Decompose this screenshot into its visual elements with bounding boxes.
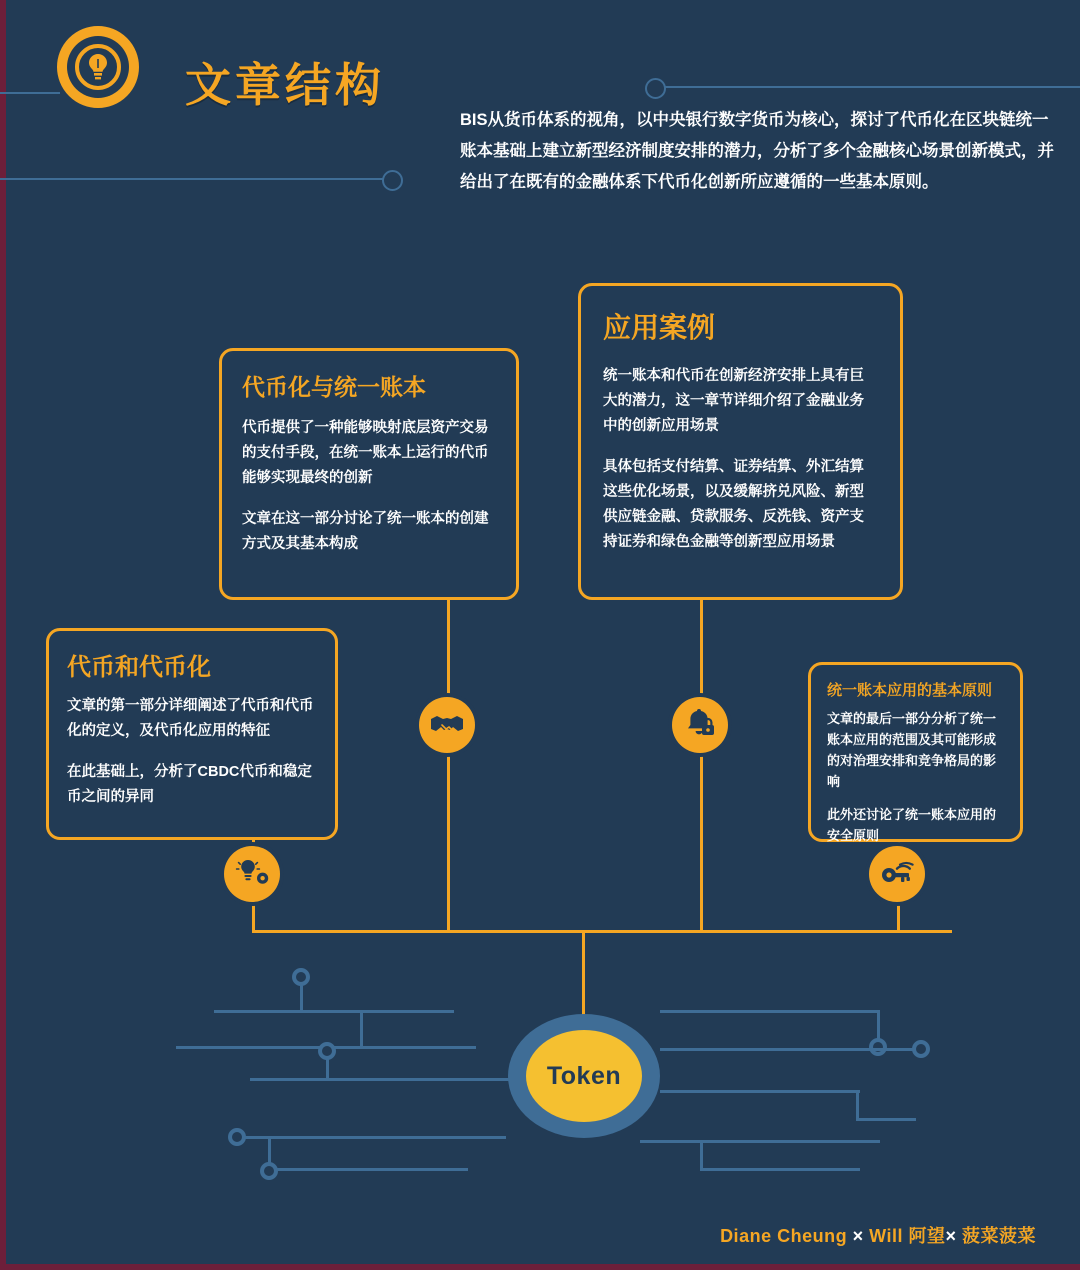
circuit-line (214, 1010, 454, 1013)
circuit-line (640, 1140, 880, 1143)
bell-lock-icon (672, 697, 728, 753)
circuit-line (700, 1140, 703, 1170)
circuit-line (360, 1010, 363, 1048)
decor-dot-lower (382, 170, 403, 191)
handshake-icon (419, 697, 475, 753)
circuit-node (912, 1040, 930, 1058)
card-application-cases[interactable] (578, 283, 903, 600)
decor-line-lower (0, 178, 386, 180)
logo-badge (57, 26, 139, 108)
card-unified-title: 代币化与统一账本 (242, 374, 426, 400)
lightbulb-gear-icon (224, 846, 280, 902)
circuit-node (260, 1162, 278, 1180)
circuit-line (660, 1010, 880, 1013)
token-hub[interactable] (508, 1014, 660, 1138)
connector-cases (700, 600, 703, 932)
decor-line-upper (660, 86, 1080, 88)
card-principles-para-1: 文章的最后一部分分析了统一账本应用的范围及其可能形成的对治理安排和竞争格局的影响 (827, 711, 997, 789)
footer-author-2: Will 阿望 (869, 1226, 946, 1246)
circuit-line (856, 1118, 916, 1121)
circuit-node (318, 1042, 336, 1060)
key-wifi-icon (869, 846, 925, 902)
connector-hub (582, 930, 585, 1025)
card-principles-para-2: 此外还讨论了统一账本应用的安全原则 (827, 807, 997, 843)
card-unified-ledger[interactable] (219, 348, 519, 600)
decor-dot-upper (645, 78, 666, 99)
circuit-line (236, 1136, 506, 1139)
circuit-node (228, 1128, 246, 1146)
circuit-line (856, 1090, 859, 1120)
card-cases-para-2: 具体包括支付结算、证券结算、外汇结算这些优化场景，以及缓解挤兑风险、新型供应链金融、贷款服务、反洗钱、资产支持证券和绿色金融等创新型应用场景 (603, 459, 864, 550)
card-token-and-tokenization[interactable] (46, 628, 338, 840)
page-title: 文章结构 (185, 59, 385, 111)
footer-sep-1: × (852, 1226, 864, 1246)
footer-sep-2: × (945, 1226, 957, 1246)
connector-unified (447, 600, 450, 932)
footer-author-3: 菠菜菠菜 (962, 1226, 1036, 1246)
card-token-title: 代币和代币化 (67, 654, 211, 681)
circuit-line (700, 1168, 860, 1171)
footer-credits (720, 1222, 1036, 1248)
decor-line-left (0, 92, 60, 94)
card-principles-title: 统一账本应用的基本原则 (827, 682, 993, 699)
header-summary: BIS从货币体系的视角，以中央银行数字货币为核心，探讨了代币化在区块链统一账本基础上建立新型经济制度安排的潜力，分析了多个金融核心场景创新模式，并给出了在既有的金融体系下代币化创新所应遵循的一些基本原则。 (460, 111, 1054, 191)
lightbulb-coin-icon (67, 36, 129, 98)
circuit-line (250, 1078, 510, 1081)
connector-spine (252, 930, 952, 933)
circuit-line (660, 1090, 860, 1093)
card-token-para-1: 文章的第一部分详细阐述了代币和代币化的定义，及代币化应用的特征 (67, 698, 314, 739)
frame-edge-bottom (0, 1264, 1080, 1270)
frame-edge-left (0, 0, 6, 1270)
card-unified-para-2: 文章在这一部分讨论了统一账本的创建方式及其基本构成 (242, 511, 489, 552)
card-unified-para-1: 代币提供了一种能够映射底层资产交易的支付手段，在统一账本上运行的代币能够实现最终的创新 (242, 420, 489, 486)
card-basic-principles[interactable] (808, 662, 1023, 842)
circuit-line (660, 1048, 920, 1051)
card-cases-title: 应用案例 (603, 312, 716, 343)
circuit-line (268, 1168, 468, 1171)
circuit-node (869, 1038, 887, 1056)
circuit-node (292, 968, 310, 986)
card-cases-para-1: 统一账本和代币在创新经济安排上具有巨大的潜力，这一章节详细介绍了金融业务中的创新应用场景 (603, 368, 864, 434)
footer-author-1: Diane Cheung (720, 1226, 848, 1246)
card-token-para-2: 在此基础上，分析了CBDC代币和稳定币之间的异同 (67, 764, 312, 805)
token-hub-label: Token (526, 1030, 642, 1122)
